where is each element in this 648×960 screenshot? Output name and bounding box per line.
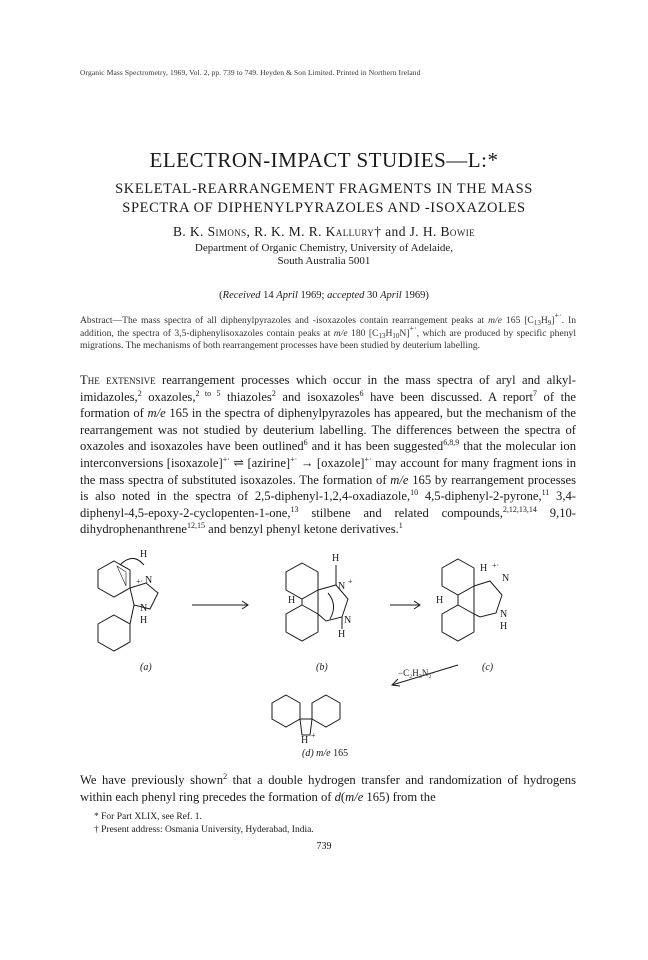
charge-mark: +· — [222, 454, 230, 464]
reference-mark: 6 — [359, 388, 364, 398]
phenyl-ring-a-top — [98, 561, 130, 597]
atom-H-d: H — [301, 735, 309, 746]
accepted-date: 30 — [364, 290, 381, 301]
structure-ref: d — [334, 789, 341, 804]
atom-H-b2: H — [288, 595, 296, 606]
label-b: (b) — [316, 662, 328, 673]
body-text: and benzyl phenyl ketone derivatives. — [205, 522, 399, 537]
body-text: We have previously shown — [80, 773, 224, 787]
body-text: of the formation of — [80, 389, 576, 421]
body-text: → [oxazole] — [297, 455, 365, 470]
accepted-year: 1969) — [401, 290, 429, 301]
label-d — [302, 748, 348, 759]
accepted-word: accepted — [327, 290, 365, 301]
body-text: ⇌ [azirine] — [229, 455, 291, 470]
abstract-sub: 13 — [533, 319, 541, 327]
label-c: (c) — [482, 662, 494, 673]
body-text: have been discussed. A report — [363, 389, 534, 404]
charge-mark: +· — [290, 454, 298, 464]
author-name-1: Simons — [207, 224, 247, 239]
abstract-text: N] — [399, 327, 410, 339]
abstract-sup: +· — [554, 311, 562, 320]
atom-H-a: H — [140, 549, 148, 560]
footnote-2: † Present address: Osmania University, Hyderabad, India. — [94, 825, 314, 835]
me-term: m/e — [147, 406, 166, 421]
phenyl-ring-b-bottom — [286, 605, 318, 641]
ring-bond — [117, 566, 126, 586]
atom-H-c2: H — [436, 595, 444, 606]
body-text: and isoxazoles — [275, 389, 360, 404]
body-text: 3,4-diphenyl-4,5-epoxy-2-cyclopenten-1-one, — [80, 489, 576, 520]
atom-H-c3: H — [500, 621, 508, 632]
atom-N-a1: N — [145, 575, 153, 586]
reference-mark: 2 — [271, 388, 276, 398]
phenyl-ring-b-top — [286, 563, 318, 599]
article-subtitle-line2: SPECTRA OF DIPHENYLPYRAZOLES AND -ISOXAZOLES — [122, 200, 526, 216]
received-month: April — [276, 290, 298, 301]
abstract — [80, 311, 577, 353]
phenyl-ring-c-top — [442, 559, 474, 595]
article-title: ELECTRON-IMPACT STUDIES—L:* — [149, 148, 499, 172]
reference-mark: 2 — [223, 772, 228, 781]
transfer-arrow-a — [120, 558, 142, 565]
body-text: and it has been suggested — [307, 439, 444, 454]
accepted-month: April — [380, 290, 402, 301]
phenyl-ring-c-bottom — [442, 605, 474, 641]
body-text: 165 by rearrangement processes is also noted in the spectra of 2,5-diphenyl-1,2,4-oxadiazole, — [80, 472, 576, 504]
abstract-sub: 9 — [547, 319, 552, 327]
author-name-3: Bowie — [440, 224, 476, 239]
structure-c — [442, 559, 502, 641]
abstract-text: , which are produced by specific phenyl migrations. The mechanisms of both rearrangement processes have been studied by deuterium labelling. — [80, 327, 577, 352]
body-text: 165) from the — [363, 789, 436, 804]
article-subtitle-line1: SKELETAL-REARRANGEMENT FRAGMENTS IN THE MASS — [115, 181, 533, 197]
abstract-text: H — [385, 327, 393, 339]
body-text: that the molecular ion interconversions [isoxazole] — [80, 439, 577, 470]
structure-d — [272, 695, 340, 735]
received-year: 1969; — [297, 290, 328, 301]
body-text: ( — [340, 789, 346, 804]
body-text: may account for many fragment ions in the mass spectra of substituted isoxazoles. The formation of — [80, 455, 577, 487]
body-text: 4,5-diphenyl-2-pyrone, — [418, 489, 542, 504]
atom-H-c1: H — [480, 563, 488, 574]
body-text: that a double hydrogen transfer and randomization of hydrogens within each phenyl ring precedes the formation of — [80, 773, 576, 804]
label-a: (a) — [140, 662, 152, 673]
author-initials-1: B. K. — [172, 224, 208, 239]
fluorene-ring-right — [312, 695, 340, 727]
atom-N-c2: N — [500, 609, 508, 620]
abstract-text: H — [540, 315, 548, 326]
fluorene-ring-left — [272, 695, 300, 727]
received-dates — [0, 290, 648, 301]
reference-mark: 1 — [398, 521, 403, 531]
author-mark-2: † — [374, 224, 382, 239]
received-word: Received — [222, 290, 261, 301]
reference-mark: 6,8,9 — [443, 438, 460, 448]
charge-b: + — [348, 577, 353, 586]
page-number: 739 — [316, 841, 332, 852]
received-date: 14 — [260, 290, 277, 301]
paragraph-lead: The extensive — [80, 373, 156, 387]
reference-mark: 13 — [290, 504, 299, 514]
charge-a: +· — [136, 577, 144, 586]
phenyl-ring-a-bottom — [98, 615, 130, 651]
affiliation-line2: South Australia 5001 — [277, 255, 371, 267]
reaction-scheme-figure — [80, 545, 576, 770]
abstract-me: m/e — [488, 315, 502, 326]
bond — [130, 605, 134, 624]
abstract-text: —The mass spectra of all diphenylpyrazoles and -isoxazoles contain rearrangement peaks at — [112, 315, 489, 326]
abstract-label: Abstract — [80, 315, 113, 326]
label-d-me: m/e — [316, 748, 331, 759]
charge-c: +· — [492, 561, 500, 570]
atom-H-a2: H — [140, 615, 148, 626]
atom-N-a2: N — [140, 603, 148, 614]
reference-mark: 6 — [303, 438, 308, 448]
author-sep-2: and J. H. — [381, 224, 441, 239]
abstract-text: 180 [C — [347, 327, 379, 339]
reference-mark: 7 — [533, 388, 538, 398]
body-text: stilbene and related compounds, — [298, 505, 503, 520]
abstract-text: . In addition, the spectra of 3,5-diphenylisoxazoles contain peaks at — [80, 315, 577, 339]
structure-a — [98, 558, 158, 651]
author-sep-1: , R. K. M. R. — [246, 224, 326, 239]
received-open: ( — [219, 290, 223, 301]
label-d-letter: (d) — [302, 748, 314, 759]
reference-mark: 12,15 — [187, 521, 206, 531]
charge-mark: +· — [364, 454, 372, 464]
reference-mark: 11 — [541, 488, 550, 498]
abstract-text: ] — [551, 315, 555, 326]
body-text: oxazoles, — [141, 389, 196, 404]
abstract-sub: 13 — [378, 331, 386, 340]
body-paragraph-1 — [80, 372, 576, 538]
body-text: rearrangement processes which occur in the mass spectra of aryl and alkyl-imidazoles, — [80, 373, 576, 404]
arrow-head — [140, 561, 144, 565]
electron-arrow-b — [328, 593, 334, 619]
reference-mark: 10 — [410, 488, 419, 498]
atom-N-b1: N — [338, 581, 346, 592]
abstract-sup: +· — [409, 323, 417, 333]
running-head: Organic Mass Spectrometry, 1969, Vol. 2, pp. 739 to 749. Heyden & Son Limited. Printed in Northern Ireland — [80, 68, 421, 77]
body-text: 165 in the spectra of diphenylpyrazoles has appeared, but the mechanism of the rearrangement was not studied by deuterium labelling. The differences between the spectra of oxazoles and isoxazoles have been outlined — [80, 406, 576, 454]
abstract-sub: 10 — [392, 331, 400, 340]
author-name-2: Kallury — [325, 224, 375, 239]
body-paragraph-2 — [80, 772, 576, 805]
atom-H-b3: H — [338, 629, 346, 640]
body-text: thiazoles — [220, 389, 272, 404]
abstract-text: 165 [C — [501, 315, 534, 326]
pyrazole-ring-c — [474, 581, 502, 617]
charge-d: + — [311, 731, 316, 740]
affiliation-line1: Department of Organic Chemistry, University of Adelaide, — [194, 242, 454, 254]
me-term: m/e — [345, 789, 364, 804]
body-text: 9,10-dihydrophenanthrene — [80, 505, 576, 537]
reference-mark: 2 to 5 — [195, 388, 221, 398]
loss-label: −C₂H₃N₂· — [398, 668, 435, 678]
reference-mark: 2 — [137, 388, 142, 398]
atom-N-c1: N — [502, 573, 510, 584]
reference-mark: 2,12,13,14 — [502, 504, 537, 514]
label-d-number: 165 — [330, 748, 349, 759]
footnote-1: * For Part XLIX, see Ref. 1. — [94, 812, 202, 822]
me-term: m/e — [390, 472, 409, 487]
atom-H-b1: H — [332, 553, 340, 564]
abstract-me: m/e — [333, 327, 348, 339]
atom-N-b2: N — [344, 615, 352, 626]
author-line — [0, 224, 648, 240]
